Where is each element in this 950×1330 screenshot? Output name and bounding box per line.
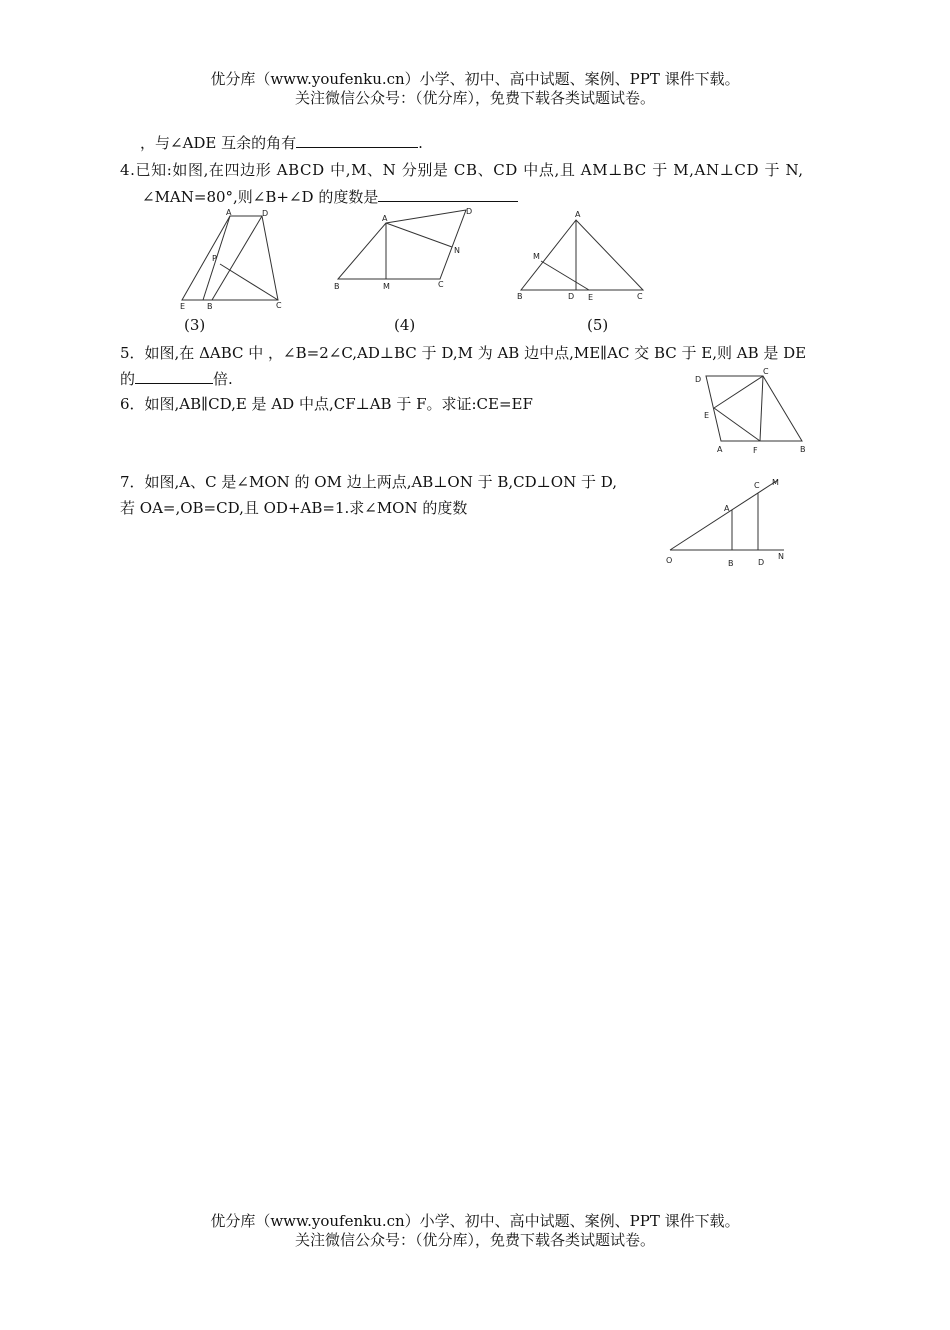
footer-line-1: 优分库（www.youfenku.cn）小学、初中、高中试题、案例、PPT 课件下载。 (210, 1212, 740, 1230)
fig7-ray-om (670, 480, 778, 550)
fig4-label-m: M (383, 282, 390, 291)
fig5-line-m-e (541, 261, 589, 290)
figure-3-caption: (3) (184, 316, 206, 334)
fig6-line-c-f (760, 376, 763, 441)
fig4-label-a: A (382, 214, 388, 223)
fig4-label-b: B (334, 282, 340, 291)
fig4-label-c: C (438, 280, 444, 289)
q4-line-2-text: ∠MAN=80°,则∠B+∠D 的度数是 (142, 188, 379, 206)
fig4-label-n: N (454, 246, 460, 255)
q5-answer-blank (135, 368, 213, 384)
fig5-label-e: E (588, 293, 594, 302)
q4-answer-blank (378, 186, 518, 202)
q4-line-1: 4.已知:如图,在四边形 ABCD 中,M、N 分别是 CB、CD 中点,且 AM⊥BC 于 M,AN⊥CD 于 N, (120, 161, 804, 179)
fig7-label-d: D (758, 558, 765, 567)
fig6-label-b: B (800, 445, 806, 454)
q4-line-2 (142, 186, 518, 207)
fig5-label-m: M (533, 252, 540, 261)
fig5-label-a: A (575, 210, 581, 219)
header-line-2: 关注微信公众号：（优分库），免费下载各类试题试卷。 (294, 89, 655, 107)
fig7-label-m: M (772, 478, 779, 487)
figure-4-caption: (4) (394, 316, 416, 334)
fig7-label-a: A (724, 504, 730, 513)
fig6-quadrilateral (706, 376, 802, 441)
q7-line-1: 7．如图,A、C 是∠MON 的 OM 边上两点,AB⊥ON 于 B,CD⊥ON 于 D, (120, 473, 618, 491)
q3-answer-blank (296, 132, 418, 148)
fig6-line-c-e (714, 376, 763, 408)
fig5-label-d: D (568, 292, 575, 301)
q3-tail-suffix: . (418, 134, 423, 152)
q7-line-2: 若 OA=,OB=CD,且 OD+AB=1.求∠MON 的度数 (120, 499, 468, 517)
fig3-label-b2: B (207, 302, 213, 311)
fig3-label-a: A (226, 208, 232, 217)
figure-5 (513, 208, 653, 304)
fig6-label-c: C (763, 367, 769, 376)
header-line-1: 优分库（www.youfenku.cn）小学、初中、高中试题、案例、PPT 课件下载。 (210, 70, 740, 88)
fig6-label-e: E (704, 411, 710, 420)
q5-line-2 (120, 368, 233, 389)
fig4-line-a-n (386, 223, 452, 247)
fig3-label-d: D (262, 209, 269, 218)
fig7-label-c: C (754, 481, 760, 490)
fig4-label-d: D (466, 207, 473, 216)
fig3-line-d-b (212, 216, 262, 300)
figure-4 (330, 205, 480, 297)
fig5-label-c: C (637, 292, 643, 301)
fig3-label-b1: E (180, 302, 186, 311)
fig3-label-p: P (212, 254, 217, 263)
fig6-line-e-f (714, 408, 760, 441)
fig3-line-p-c (220, 264, 278, 300)
fig5-label-b: B (517, 292, 523, 301)
fig7-label-n: N (778, 552, 784, 561)
figure-6 (690, 366, 815, 458)
figure-7 (662, 473, 792, 571)
q5-line-2-suffix: 倍. (213, 370, 233, 388)
q3-tail-prefix: ，与∠ADE 互余的角有 (140, 134, 297, 152)
q5-line-2-prefix: 的 (120, 370, 136, 388)
fig6-label-d: D (695, 375, 702, 384)
figure-3 (170, 208, 290, 314)
fig3-quadrilateral (182, 216, 278, 300)
fig6-label-a: A (717, 445, 723, 454)
fig6-label-f: F (753, 446, 758, 455)
fig3-label-c: C (276, 301, 282, 310)
q3-tail (140, 132, 423, 153)
q6-text: 6．如图,AB∥CD,E 是 AD 中点,CF⊥AB 于 F。求证:CE=EF (120, 395, 533, 413)
figure-5-caption: (5) (587, 316, 609, 334)
fig7-label-o: O (666, 556, 673, 565)
footer-line-2: 关注微信公众号：（优分库），免费下载各类试题试卷。 (294, 1231, 655, 1249)
q5-line-1: 5．如图,在 ΔABC 中 ，∠B=2∠C,AD⊥BC 于 D,M 为 AB 边中点,ME∥AC 交 BC 于 E,则 AB 是 DE (120, 344, 807, 362)
fig4-quadrilateral (338, 210, 466, 279)
fig7-label-b: B (728, 559, 734, 568)
